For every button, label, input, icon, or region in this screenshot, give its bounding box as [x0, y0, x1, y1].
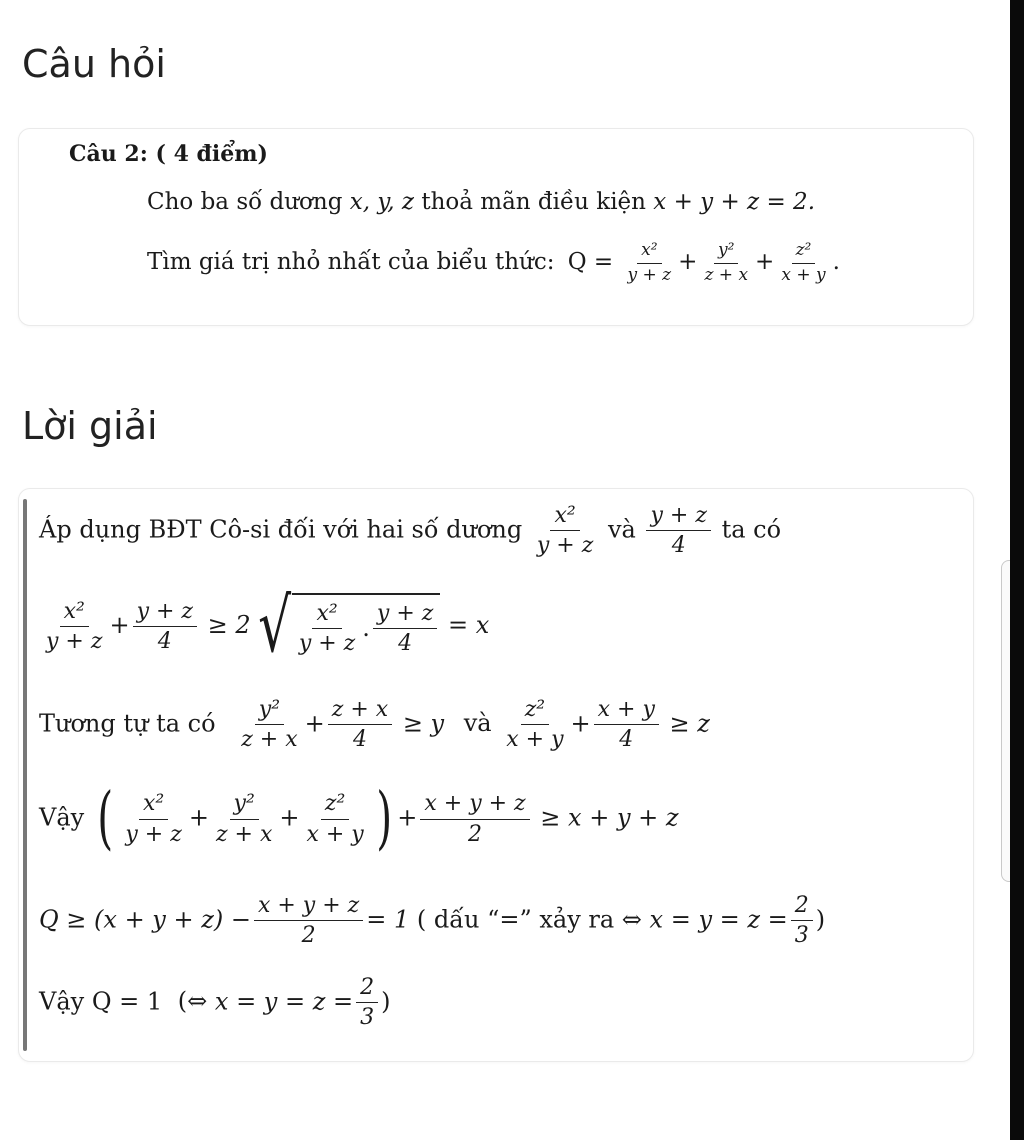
s-l3-f2-den: 4: [352, 727, 367, 753]
right-edge-bar: [1010, 0, 1024, 1140]
s-l5-xyz: x = y = z =: [649, 905, 788, 934]
s-l4-fraction-3: [302, 791, 367, 847]
solution-heading: Lời giải: [22, 404, 158, 448]
s-l5-close: ): [815, 905, 826, 934]
q-fraction-1: [624, 241, 676, 285]
s-l2-s2-den: 4: [398, 630, 413, 656]
q-f1-den: y + z: [627, 264, 672, 285]
s-l3-text: Tương tự ta có: [39, 709, 216, 738]
s-l3-plus-1: +: [304, 709, 325, 738]
s-l1-fraction-1: [533, 503, 597, 559]
s-l1-text: Áp dụng BĐT Cô-si đối với hai số dương: [39, 515, 523, 544]
q-lhs: Q =: [567, 249, 614, 276]
s-l6-v-num: 2: [356, 975, 378, 1003]
s-l4-f4-den: 2: [468, 821, 483, 847]
s-l3-plus-2: +: [570, 709, 591, 738]
s-l2-sqrt-fraction-2: [373, 601, 437, 657]
s-l5-start: Q ≥ (x + y + z) −: [39, 905, 251, 934]
question-card: [18, 128, 974, 326]
q-line2-text: Tìm giá trị nhỏ nhất của biểu thức:: [147, 249, 555, 276]
s-l3-fraction-4: [594, 697, 659, 753]
s-l4-f1-den: y + z: [125, 821, 182, 847]
s-l3-geq-z: ≥ z: [669, 709, 710, 738]
s-l2-s1-num: x²: [312, 601, 341, 629]
s-l4-f1-num: x²: [139, 791, 168, 819]
s-l4-plus-1: +: [188, 803, 209, 832]
s-l3-fraction-2: [328, 697, 392, 753]
s-l3-and: và: [463, 709, 492, 738]
q-f3-den: x + y: [781, 264, 826, 285]
s-l4-f3-num: z²: [321, 791, 349, 819]
q-fraction-3: [777, 241, 829, 285]
s-l3-f3-den: x + y: [506, 727, 564, 753]
solution-left-rule: [23, 499, 27, 1051]
q-line1-text: Cho ba số dương: [147, 189, 343, 215]
s-l6-v-den: 3: [360, 1005, 375, 1031]
s-l2-fraction-2: [133, 599, 197, 655]
s-l2-geq: ≥ 2: [207, 610, 251, 639]
s-l6-open: (⇔: [177, 987, 208, 1016]
s-l5-value: [791, 893, 813, 949]
s-l3-f2-num: z + x: [328, 697, 392, 725]
solution-line-1: [39, 503, 781, 559]
s-l1-f1-den: y + z: [536, 533, 594, 559]
scrollbar[interactable]: [1001, 560, 1010, 882]
s-l1-f2-den: 4: [671, 533, 686, 559]
s-l2-dot: .: [362, 614, 370, 643]
s-l6-xyz: x = y = z =: [214, 987, 354, 1016]
s-l4-fraction-1: [121, 791, 185, 847]
s-l2-f2-num: y + z: [133, 599, 197, 627]
q-f2-num: y²: [714, 241, 738, 264]
s-l4-fraction-2: [212, 791, 276, 847]
s-l4-f4-num: x + y + z: [420, 791, 529, 819]
s-l3-f1-num: y²: [255, 697, 284, 725]
s-l2-f1-num: x²: [60, 599, 89, 627]
s-l4-f2-num: y²: [230, 791, 259, 819]
s-l4-f3-den: x + y: [306, 821, 364, 847]
s-l2-f2-den: 4: [157, 628, 172, 654]
q-line1-mid: thoả mãn điều kiện: [421, 189, 646, 215]
s-l2-fraction-1: [42, 599, 106, 655]
s-l5-v-den: 3: [794, 923, 809, 949]
left-paren-icon: (: [97, 779, 114, 858]
s-l2-f1-den: y + z: [46, 628, 103, 654]
q-line1-vars: x, y, z: [349, 189, 415, 215]
s-l6-close: ): [381, 987, 391, 1016]
s-l2-s2-num: y + z: [373, 601, 437, 629]
solution-line-3: [39, 697, 710, 753]
question-line-2: [147, 241, 840, 285]
solution-line-6: [39, 975, 391, 1031]
solution-line-4: [39, 779, 679, 858]
s-l1-end: ta có: [721, 515, 782, 544]
q-end: .: [832, 249, 840, 276]
s-l4-f2-den: z + x: [215, 821, 273, 847]
s-l5-f-den: 2: [301, 923, 316, 949]
q-f3-num: z²: [792, 241, 816, 264]
question-heading: Câu hỏi: [22, 42, 166, 86]
solution-line-5: [39, 893, 825, 949]
s-l3-geq-y: ≥ y: [402, 709, 445, 738]
s-l1-and: và: [607, 515, 636, 544]
q-line1-cond: x + y + z = 2.: [653, 189, 816, 215]
q-plus-2: +: [755, 249, 775, 276]
s-l6-value: [356, 975, 378, 1031]
s-l5-f-num: x + y + z: [254, 893, 363, 921]
s-l5-fraction: [254, 893, 363, 949]
s-l4-plus-2: +: [279, 803, 300, 832]
s-l2-end: = x: [448, 610, 490, 639]
q-f2-den: z + x: [704, 264, 749, 285]
s-l3-f3-num: z²: [521, 697, 549, 725]
s-l3-f4-den: 4: [619, 727, 634, 753]
s-l5-note: ( dấu “=” xảy ra ⇔: [416, 905, 642, 934]
q-plus-1: +: [678, 249, 698, 276]
question-label: Câu 2: ( 4 điểm): [69, 141, 268, 167]
s-l3-fraction-1: [237, 697, 301, 753]
s-l5-v-num: 2: [791, 893, 813, 921]
s-l4-fraction-4: [420, 791, 529, 847]
s-l5-eq: = 1: [366, 905, 410, 934]
solution-line-2: [39, 583, 490, 669]
s-l6-text: Vậy Q = 1: [39, 987, 163, 1016]
s-l3-f4-num: x + y: [594, 697, 659, 725]
sqrt-icon: √: [257, 583, 291, 669]
s-l2-sqrt-body: [292, 593, 441, 660]
s-l3-f1-den: z + x: [241, 727, 298, 753]
s-l2-sqrt-fraction-1: [295, 601, 359, 657]
s-l1-fraction-2: [646, 503, 710, 559]
s-l3-fraction-3: [502, 697, 567, 753]
q-f1-num: x²: [637, 241, 661, 264]
s-l4-plus-3: +: [397, 803, 418, 832]
question-line-1: [147, 189, 815, 215]
s-l2-sqrt: [251, 583, 441, 669]
s-l4-text: Vậy: [39, 803, 85, 832]
s-l1-f1-num: x²: [550, 503, 579, 531]
q-fraction-2: [700, 241, 752, 285]
right-paren-icon: ): [376, 779, 392, 858]
s-l4-end: ≥ x + y + z: [540, 803, 679, 832]
s-l2-s1-den: y + z: [298, 630, 356, 656]
s-l1-f2-num: y + z: [646, 503, 710, 531]
s-l2-plus: +: [109, 610, 130, 639]
solution-card: [18, 488, 974, 1062]
